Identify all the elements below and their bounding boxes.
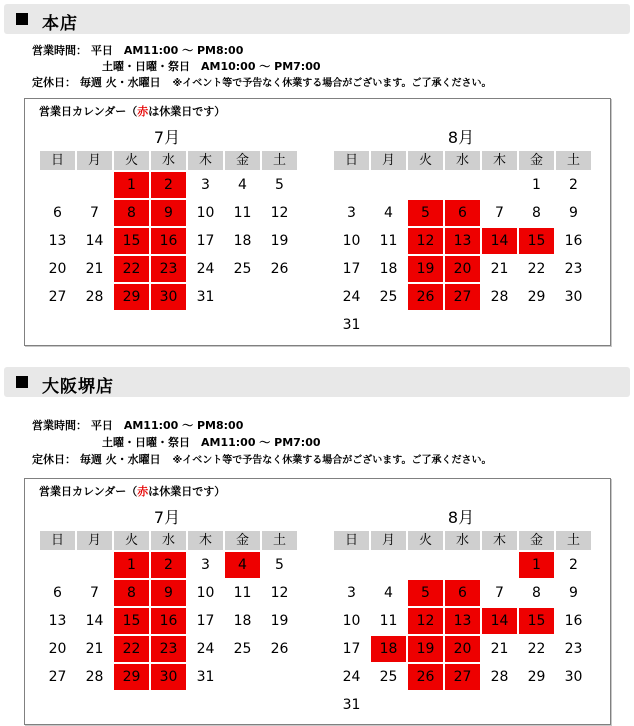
day-cell: 24 — [196, 261, 215, 277]
day-cell: 2 — [569, 557, 578, 573]
weekday-header: 金 — [225, 531, 260, 550]
day-cell: 27 — [48, 669, 67, 685]
day-cell: 17 — [196, 613, 215, 629]
day-cell: 25 — [379, 289, 398, 305]
day-cell: 13 — [48, 233, 67, 249]
day-cell: 17 — [342, 641, 361, 657]
weekday-header: 火 — [408, 151, 443, 170]
day-cell: 25 — [233, 261, 252, 277]
closure-note: ※イベント等で予告なく休業する場合がございます。ご了承ください。 — [172, 455, 492, 466]
month-title: 8月 — [447, 128, 475, 147]
day-cell: 19 — [270, 613, 289, 629]
day-cell: 30 — [564, 289, 583, 305]
closed-row — [32, 451, 491, 467]
weekday-header: 月 — [77, 531, 112, 550]
empty-day-cell — [371, 172, 406, 198]
calendar-caption: 営業日カレンダー（赤は休業日です） — [39, 105, 226, 118]
empty-day-cell — [40, 552, 75, 578]
closed-day-cell: 13 — [445, 608, 480, 634]
closed-day-cell: 15 — [519, 608, 554, 634]
day-cell: 22 — [527, 261, 546, 277]
hours-weekday: 平日 AM11:00 ～ PM8:00 — [90, 419, 244, 432]
closed-day-cell: 26 — [408, 664, 443, 690]
closed-day-cell: 6 — [445, 580, 480, 606]
day-cell: 28 — [85, 289, 104, 305]
day-cell: 16 — [564, 233, 583, 249]
day-cell: 7 — [90, 585, 99, 601]
day-cell: 11 — [379, 613, 398, 629]
day-cell: 18 — [379, 261, 398, 277]
closed-day-cell: 18 — [371, 636, 406, 662]
day-cell: 7 — [495, 205, 504, 221]
day-cell: 29 — [527, 289, 546, 305]
day-cell: 11 — [379, 233, 398, 249]
day-cell: 21 — [85, 261, 104, 277]
closed-day-cell: 2 — [151, 552, 186, 578]
day-cell: 20 — [48, 261, 67, 277]
weekday-header: 水 — [445, 151, 480, 170]
day-cell: 10 — [196, 585, 215, 601]
closed-day-cell: 16 — [151, 228, 186, 254]
hours-row — [32, 42, 243, 58]
calendar-box — [24, 478, 611, 725]
day-cell: 25 — [379, 669, 398, 685]
weekday-header: 土 — [262, 531, 297, 550]
closed-day-cell: 4 — [225, 552, 260, 578]
hours-weekday: 平日 AM11:00 ～ PM8:00 — [90, 44, 244, 57]
closed-label: 定休日： — [32, 76, 76, 89]
empty-day-cell — [40, 172, 75, 198]
day-cell: 24 — [342, 289, 361, 305]
empty-day-cell — [482, 172, 517, 198]
weekday-header: 金 — [519, 531, 554, 550]
square-bullet-icon — [16, 13, 28, 25]
closed-day-cell: 27 — [445, 664, 480, 690]
closed-day-cell: 14 — [482, 228, 517, 254]
closed-day-cell: 19 — [408, 636, 443, 662]
weekday-header: 木 — [482, 151, 517, 170]
day-cell: 24 — [196, 641, 215, 657]
hours-row — [32, 417, 243, 433]
hours-label: 営業時間： — [32, 44, 87, 57]
weekday-header: 火 — [408, 531, 443, 550]
closed-day-cell: 12 — [408, 608, 443, 634]
weekday-header: 金 — [225, 151, 260, 170]
weekday-header: 火 — [114, 531, 149, 550]
day-cell: 7 — [495, 585, 504, 601]
weekday-header: 金 — [519, 151, 554, 170]
closure-note: ※イベント等で予告なく休業する場合がございます。ご了承ください。 — [172, 78, 492, 89]
empty-day-cell — [334, 552, 369, 578]
closed-day-cell: 22 — [114, 256, 149, 282]
empty-day-cell — [445, 172, 480, 198]
weekday-header: 日 — [40, 531, 75, 550]
day-cell: 14 — [85, 233, 104, 249]
month-calendar — [40, 507, 294, 690]
weekday-header: 月 — [371, 531, 406, 550]
weekday-header: 土 — [556, 151, 591, 170]
closed-day-cell: 23 — [151, 636, 186, 662]
day-cell: 25 — [233, 641, 252, 657]
weekday-header: 土 — [262, 151, 297, 170]
closed-days-text: 毎週 火・水曜日 — [79, 453, 161, 466]
closed-day-cell: 1 — [519, 552, 554, 578]
weekday-header: 木 — [188, 531, 223, 550]
day-cell: 11 — [233, 585, 252, 601]
store-title: 本店 — [42, 14, 78, 34]
caption-red-word: 赤 — [137, 485, 149, 498]
closed-day-cell: 8 — [114, 200, 149, 226]
day-cell: 1 — [532, 177, 541, 193]
weekday-header: 日 — [334, 151, 369, 170]
day-cell: 3 — [201, 557, 210, 573]
day-cell: 8 — [532, 585, 541, 601]
empty-day-cell — [408, 172, 443, 198]
day-cell: 23 — [564, 261, 583, 277]
calendar-grid — [40, 151, 294, 310]
day-cell: 10 — [342, 233, 361, 249]
calendar-grid — [334, 151, 588, 338]
closed-day-cell: 15 — [114, 228, 149, 254]
day-cell: 10 — [196, 205, 215, 221]
day-cell: 17 — [196, 233, 215, 249]
day-cell: 28 — [490, 669, 509, 685]
weekday-header: 日 — [334, 531, 369, 550]
empty-day-cell — [408, 552, 443, 578]
day-cell: 5 — [275, 177, 284, 193]
hours-weekend: 土曜・日曜・祭日 AM11:00 ～ PM7:00 — [102, 436, 321, 449]
day-cell: 18 — [233, 233, 252, 249]
closed-day-cell: 27 — [445, 284, 480, 310]
month-calendar — [40, 127, 294, 310]
closed-day-cell: 1 — [114, 172, 149, 198]
day-cell: 28 — [85, 669, 104, 685]
day-cell: 6 — [53, 585, 62, 601]
closed-day-cell: 20 — [445, 256, 480, 282]
day-cell: 12 — [270, 205, 289, 221]
month-calendar — [334, 507, 588, 718]
weekday-header: 月 — [77, 151, 112, 170]
day-cell: 31 — [196, 289, 215, 305]
calendar-grid — [40, 531, 294, 690]
weekday-header: 木 — [482, 531, 517, 550]
empty-day-cell — [77, 172, 112, 198]
closed-day-cell: 15 — [519, 228, 554, 254]
closed-day-cell: 9 — [151, 200, 186, 226]
closed-day-cell: 15 — [114, 608, 149, 634]
section-header-main-store — [4, 4, 630, 34]
weekday-header: 月 — [371, 151, 406, 170]
closed-day-cell: 2 — [151, 172, 186, 198]
closed-day-cell: 14 — [482, 608, 517, 634]
weekday-header: 木 — [188, 151, 223, 170]
day-cell: 23 — [564, 641, 583, 657]
weekday-header: 水 — [445, 531, 480, 550]
closed-day-cell: 1 — [114, 552, 149, 578]
empty-day-cell — [334, 172, 369, 198]
day-cell: 14 — [85, 613, 104, 629]
closed-row — [32, 74, 491, 90]
day-cell: 2 — [569, 177, 578, 193]
closed-day-cell: 26 — [408, 284, 443, 310]
closed-day-cell: 30 — [151, 664, 186, 690]
day-cell: 4 — [384, 585, 393, 601]
day-cell: 5 — [275, 557, 284, 573]
day-cell: 21 — [85, 641, 104, 657]
weekday-header: 火 — [114, 151, 149, 170]
calendar-grid — [334, 531, 588, 718]
day-cell: 19 — [270, 233, 289, 249]
closed-day-cell: 22 — [114, 636, 149, 662]
closed-day-cell: 23 — [151, 256, 186, 282]
month-title: 7月 — [153, 508, 181, 527]
closed-day-cell: 12 — [408, 228, 443, 254]
day-cell: 18 — [233, 613, 252, 629]
day-cell: 12 — [270, 585, 289, 601]
closed-days-text: 毎週 火・水曜日 — [79, 76, 161, 89]
day-cell: 4 — [384, 205, 393, 221]
closed-day-cell: 6 — [445, 200, 480, 226]
day-cell: 7 — [90, 205, 99, 221]
closed-day-cell: 29 — [114, 664, 149, 690]
day-cell: 3 — [347, 585, 356, 601]
calendar-box — [24, 98, 611, 346]
day-cell: 3 — [201, 177, 210, 193]
closed-day-cell: 19 — [408, 256, 443, 282]
month-title: 8月 — [447, 508, 475, 527]
weekday-header: 水 — [151, 151, 186, 170]
day-cell: 30 — [564, 669, 583, 685]
day-cell: 21 — [490, 261, 509, 277]
closed-day-cell: 30 — [151, 284, 186, 310]
day-cell: 10 — [342, 613, 361, 629]
day-cell: 29 — [527, 669, 546, 685]
day-cell: 17 — [342, 261, 361, 277]
day-cell: 26 — [270, 261, 289, 277]
weekday-header: 水 — [151, 531, 186, 550]
empty-day-cell — [445, 552, 480, 578]
closed-day-cell: 16 — [151, 608, 186, 634]
closed-day-cell: 8 — [114, 580, 149, 606]
caption-red-word: 赤 — [137, 105, 149, 118]
section-header-sakai-store — [4, 367, 630, 397]
day-cell: 31 — [342, 317, 361, 333]
weekday-header: 日 — [40, 151, 75, 170]
hours-label: 営業時間： — [32, 419, 87, 432]
day-cell: 31 — [196, 669, 215, 685]
day-cell: 24 — [342, 669, 361, 685]
day-cell: 27 — [48, 289, 67, 305]
day-cell: 4 — [238, 177, 247, 193]
day-cell: 9 — [569, 205, 578, 221]
day-cell: 21 — [490, 641, 509, 657]
hours-weekend: 土曜・日曜・祭日 AM10:00 ～ PM7:00 — [102, 60, 321, 73]
day-cell: 8 — [532, 205, 541, 221]
day-cell: 11 — [233, 205, 252, 221]
day-cell: 9 — [569, 585, 578, 601]
day-cell: 22 — [527, 641, 546, 657]
day-cell: 6 — [53, 205, 62, 221]
square-bullet-icon — [16, 376, 28, 388]
day-cell: 20 — [48, 641, 67, 657]
weekday-header: 土 — [556, 531, 591, 550]
calendar-caption: 営業日カレンダー（赤は休業日です） — [39, 485, 226, 498]
day-cell: 31 — [342, 697, 361, 713]
empty-day-cell — [77, 552, 112, 578]
closed-day-cell: 5 — [408, 200, 443, 226]
empty-day-cell — [371, 552, 406, 578]
closed-label: 定休日： — [32, 453, 76, 466]
month-title: 7月 — [153, 128, 181, 147]
empty-day-cell — [482, 552, 517, 578]
closed-day-cell: 13 — [445, 228, 480, 254]
store-title: 大阪堺店 — [42, 377, 114, 397]
day-cell: 28 — [490, 289, 509, 305]
closed-day-cell: 20 — [445, 636, 480, 662]
month-calendar — [334, 127, 588, 338]
closed-day-cell: 9 — [151, 580, 186, 606]
day-cell: 3 — [347, 205, 356, 221]
day-cell: 16 — [564, 613, 583, 629]
closed-day-cell: 29 — [114, 284, 149, 310]
day-cell: 13 — [48, 613, 67, 629]
closed-day-cell: 5 — [408, 580, 443, 606]
day-cell: 26 — [270, 641, 289, 657]
